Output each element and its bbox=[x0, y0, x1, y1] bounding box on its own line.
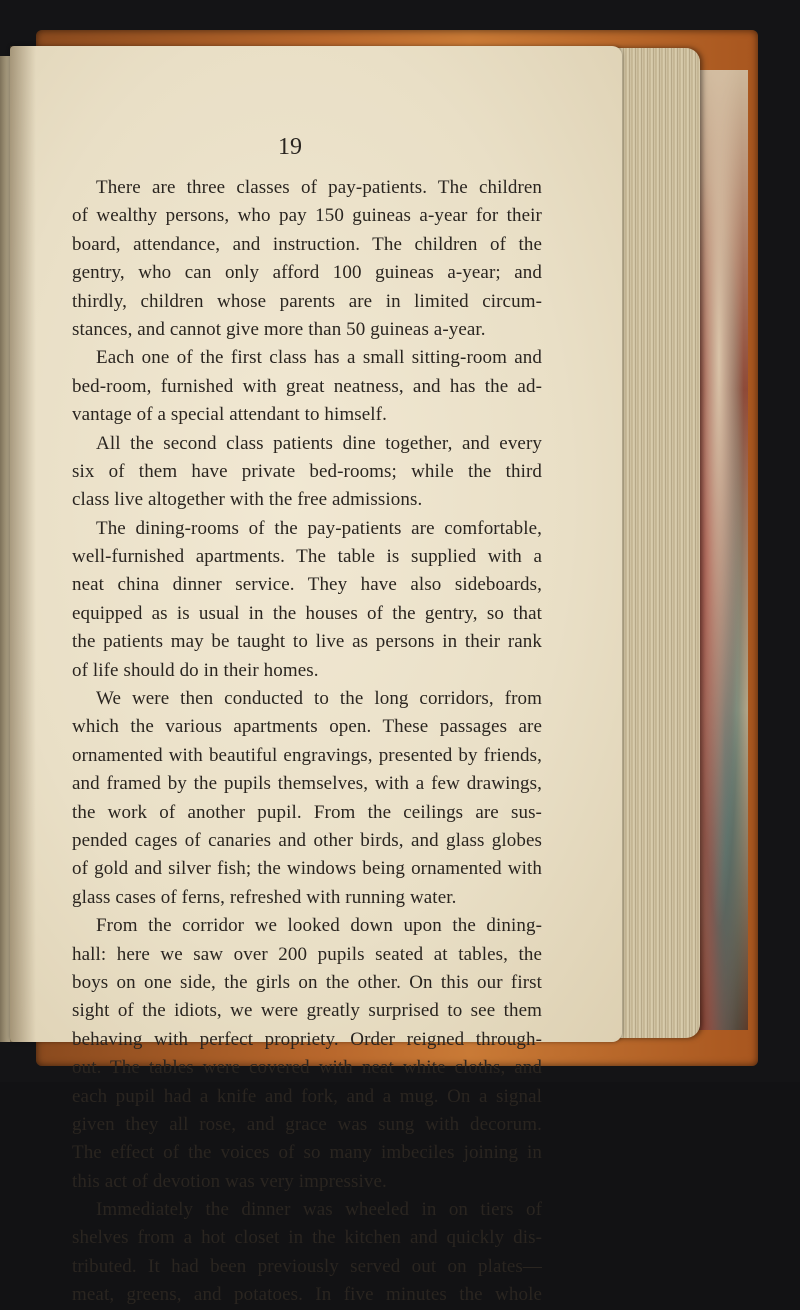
text-line: neat china dinner service. They have also sideboards, bbox=[72, 574, 542, 596]
text-line: board, attendance, and instruction. The children of the bbox=[72, 233, 542, 255]
text-line: the work of another pupil. From the ceilings are sus- bbox=[72, 801, 542, 823]
text-line: There are three classes of pay-patients. The children bbox=[96, 177, 542, 198]
text-line: out. The tables were covered with neat white cloths, and bbox=[72, 1057, 542, 1079]
text-line: equipped as is usual in the houses of the gentry, so that bbox=[72, 602, 542, 624]
text-line: this act of devotion was very impressive. bbox=[72, 1170, 387, 1192]
text-line: Immediately the dinner was wheeled in on tiers of bbox=[96, 1199, 542, 1221]
text-line: of gold and silver fish; the windows being ornamented with bbox=[72, 858, 542, 880]
text-line: each pupil had a knife and fork, and a mug. On a signal bbox=[72, 1085, 542, 1107]
text-line: well-furnished apartments. The table is supplied with a bbox=[72, 546, 542, 568]
text-line: All the second class patients dine together, and every bbox=[96, 432, 542, 454]
text-line: thirdly, children whose parents are in limited circum- bbox=[72, 290, 542, 312]
text-line: pended cages of canaries and other birds, and glass globes bbox=[72, 829, 542, 851]
text-line: of wealthy persons, who pay 150 guineas a-year for their bbox=[72, 205, 542, 227]
text-line: of life should do in their homes. bbox=[72, 659, 319, 681]
text-line: glass cases of ferns, refreshed with running water. bbox=[72, 886, 457, 908]
text-line: class live altogether with the free admissions. bbox=[72, 489, 423, 511]
text-line: hall: here we saw over 200 pupils seated at tables, the bbox=[72, 943, 542, 965]
text-line: From the corridor we looked down upon the dining- bbox=[96, 915, 542, 937]
text-line: shelves from a hot closet in the kitchen and quickly dis- bbox=[72, 1227, 542, 1249]
spine-shadow bbox=[10, 46, 36, 1042]
text-line: the patients may be taught to live as persons in their rank bbox=[72, 631, 542, 653]
page-edges bbox=[612, 48, 700, 1038]
page-number: 19 bbox=[278, 134, 302, 160]
text-line: meat, greens, and potatoes. In five minutes the whole bbox=[72, 1284, 542, 1306]
text-line: The dining-rooms of the pay-patients are comfortable, bbox=[96, 517, 542, 539]
text-line: The effect of the voices of so many imbeciles joining in bbox=[72, 1142, 542, 1164]
book-page bbox=[10, 46, 622, 1306]
text-line: boys on one side, the girls on the other. On this our first bbox=[72, 971, 542, 993]
text-line: which the various apartments open. These passages are bbox=[72, 716, 542, 738]
text-line: ornamented with beautiful engravings, presented by friends, bbox=[72, 744, 542, 766]
text-line: tributed. It had been previously served out on plates— bbox=[72, 1255, 542, 1277]
text-line: stances, and cannot give more than 50 guineas a-year. bbox=[72, 318, 486, 340]
text-line: and framed by the pupils themselves, with a few drawings, bbox=[72, 773, 542, 795]
text-line: Each one of the first class has a small sitting-room and bbox=[96, 347, 542, 369]
text-line: behaving with perfect propriety. Order reigned through- bbox=[72, 1028, 542, 1050]
text-line: vantage of a special attendant to himself. bbox=[72, 404, 387, 426]
page-body-text bbox=[72, 174, 542, 1310]
text-line: gentry, who can only afford 100 guineas a-year; and bbox=[72, 262, 542, 284]
text-line: six of them have private bed-rooms; while the third bbox=[72, 460, 542, 482]
text-line: given they all rose, and grace was sung with decorum. bbox=[72, 1113, 542, 1135]
text-line: sight of the idiots, we were greatly surprised to see them bbox=[72, 1000, 542, 1022]
text-line: We were then conducted to the long corridors, from bbox=[96, 688, 542, 710]
text-line: bed-room, furnished with great neatness, and has the ad- bbox=[72, 375, 542, 397]
